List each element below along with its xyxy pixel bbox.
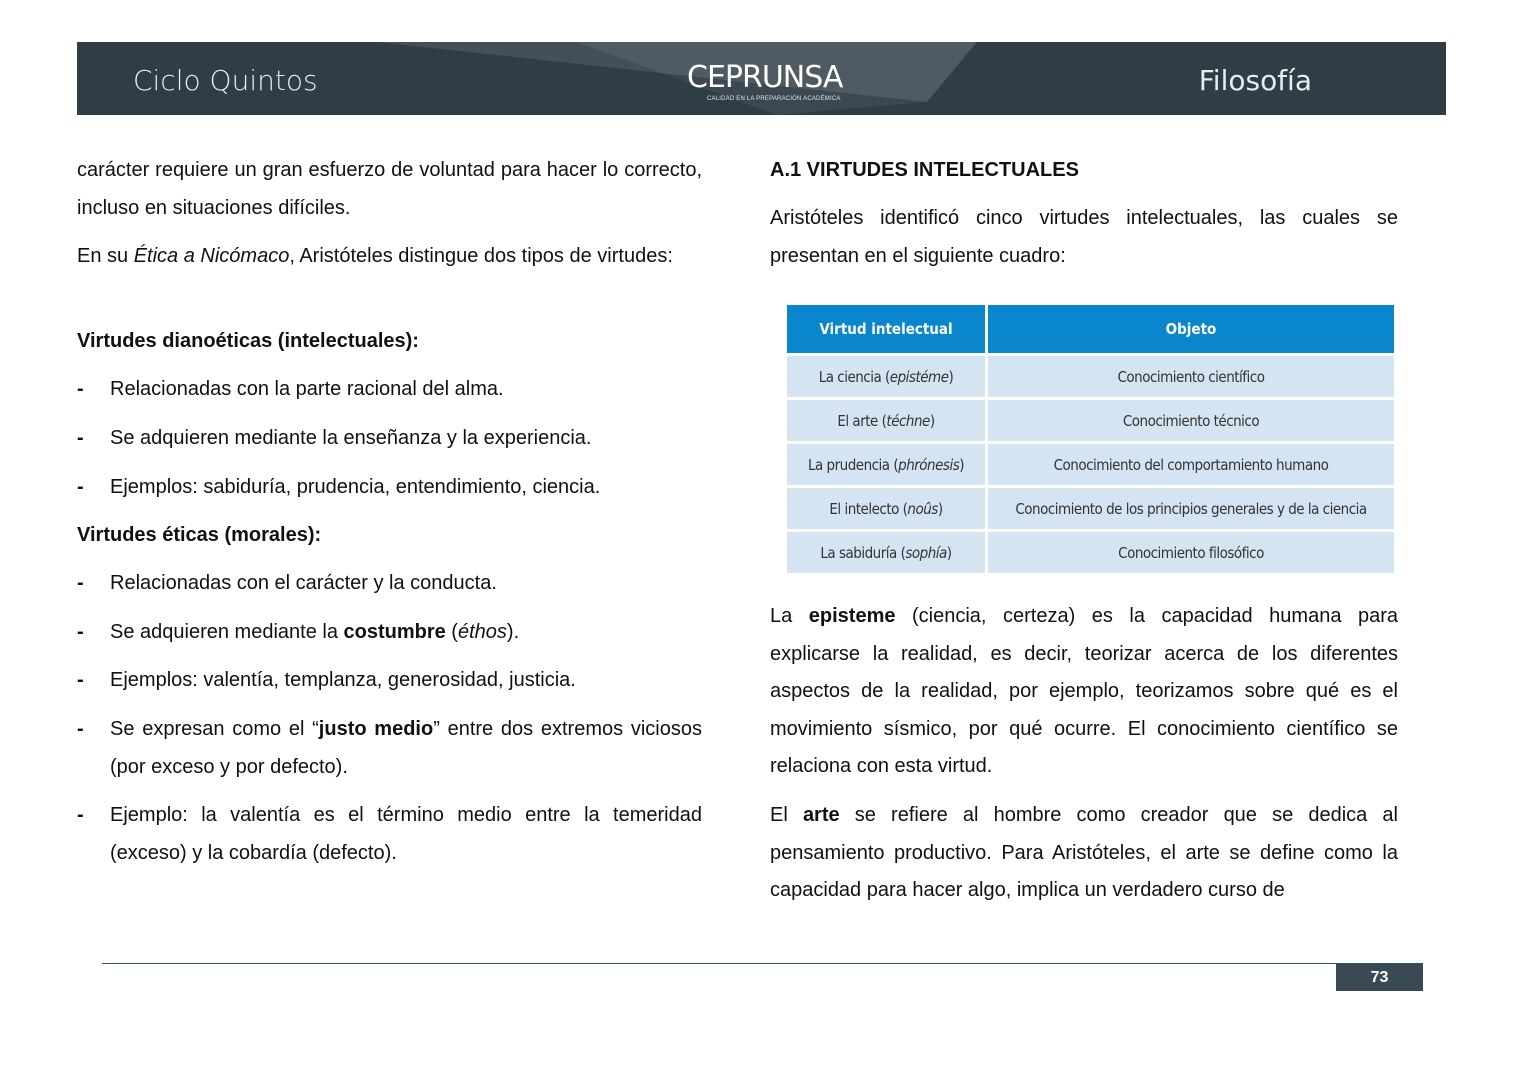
course-cycle: Ciclo Quintos <box>133 64 318 97</box>
paragraph: Aristóteles identificó cinco virtudes intelectuales, las cuales se presentan en el siguiente cuadro: <box>770 207 1398 267</box>
table-row <box>786 443 1396 487</box>
page-number: 73 <box>1336 964 1423 991</box>
object-cell: Conocimiento de los principios generales y de la ciencia <box>987 487 1396 531</box>
list-item: - Ejemplos: valentía, templanza, generosidad, justicia. <box>77 669 576 691</box>
list-item: - Se adquieren mediante la costumbre (éthos). <box>77 621 520 643</box>
section-heading: A.1 VIRTUDES INTELECTUALES <box>770 159 1079 181</box>
virtues-table <box>784 305 1397 576</box>
object-cell: Conocimiento filosófico <box>987 531 1396 575</box>
virtue-cell: El arte (téchne) <box>786 399 987 443</box>
virtue-cell: La sabiduría (sophía) <box>786 531 987 575</box>
list-item: - Ejemplo: la valentía es el término medio entre la temeridad (exceso) y la cobardía (defecto). <box>77 804 702 864</box>
column-header: Objeto <box>987 305 1396 355</box>
table-row <box>786 487 1396 531</box>
table-header-row <box>786 305 1396 355</box>
list-item: - Relacionadas con la parte racional del alma. <box>77 378 504 400</box>
subject-title: Filosofía <box>1198 64 1312 97</box>
paragraph: carácter requiere un gran esfuerzo de voluntad para hacer lo correcto, incluso en situaciones difíciles. <box>77 159 702 219</box>
virtue-cell: El intelecto (noûs) <box>786 487 987 531</box>
object-cell: Conocimiento técnico <box>987 399 1396 443</box>
page-header <box>77 42 1446 115</box>
table-row <box>786 531 1396 575</box>
logo-tagline: CALIDAD EN LA PREPARACIÓN ACADÉMICA <box>707 96 841 102</box>
table-row <box>786 355 1396 399</box>
table-row <box>786 399 1396 443</box>
virtue-cell: La prudencia (phrónesis) <box>786 443 987 487</box>
list-item: - Relacionadas con el carácter y la conducta. <box>77 572 497 594</box>
logo: CEPRUNSA <box>687 60 843 95</box>
virtue-cell: La ciencia (epistéme) <box>786 355 987 399</box>
list-item: - Ejemplos: sabiduría, prudencia, entendimiento, ciencia. <box>77 476 601 498</box>
object-cell: Conocimiento del comportamiento humano <box>987 443 1396 487</box>
section-heading: Virtudes éticas (morales): <box>77 524 322 546</box>
paragraph: La episteme (ciencia, certeza) es la capacidad humana para explicarse la realidad, es decir, teorizar acerca de los diferentes aspectos de la realidad, por ejemplo, teorizamos sobre qué es el movimiento sísmico, por qué ocurre. El conocimiento científico se relaciona con esta virtud. <box>770 605 1398 777</box>
footer-divider <box>102 963 1423 964</box>
section-heading: Virtudes dianoéticas (intelectuales): <box>77 330 419 352</box>
paragraph: En su Ética a Nicómaco, Aristóteles distingue dos tipos de virtudes: <box>77 245 673 267</box>
object-cell: Conocimiento científico <box>987 355 1396 399</box>
list-item: - Se expresan como el “justo medio” entre dos extremos viciosos (por exceso y por defecto). <box>77 718 702 778</box>
column-header: Virtud intelectual <box>786 305 987 355</box>
list-item: - Se adquieren mediante la enseñanza y la experiencia. <box>77 427 592 449</box>
paragraph: El arte se refiere al hombre como creador que se dedica al pensamiento productivo. Para Aristóteles, el arte se define como la capacidad para hacer algo, implica un verdadero curso de <box>770 804 1398 901</box>
